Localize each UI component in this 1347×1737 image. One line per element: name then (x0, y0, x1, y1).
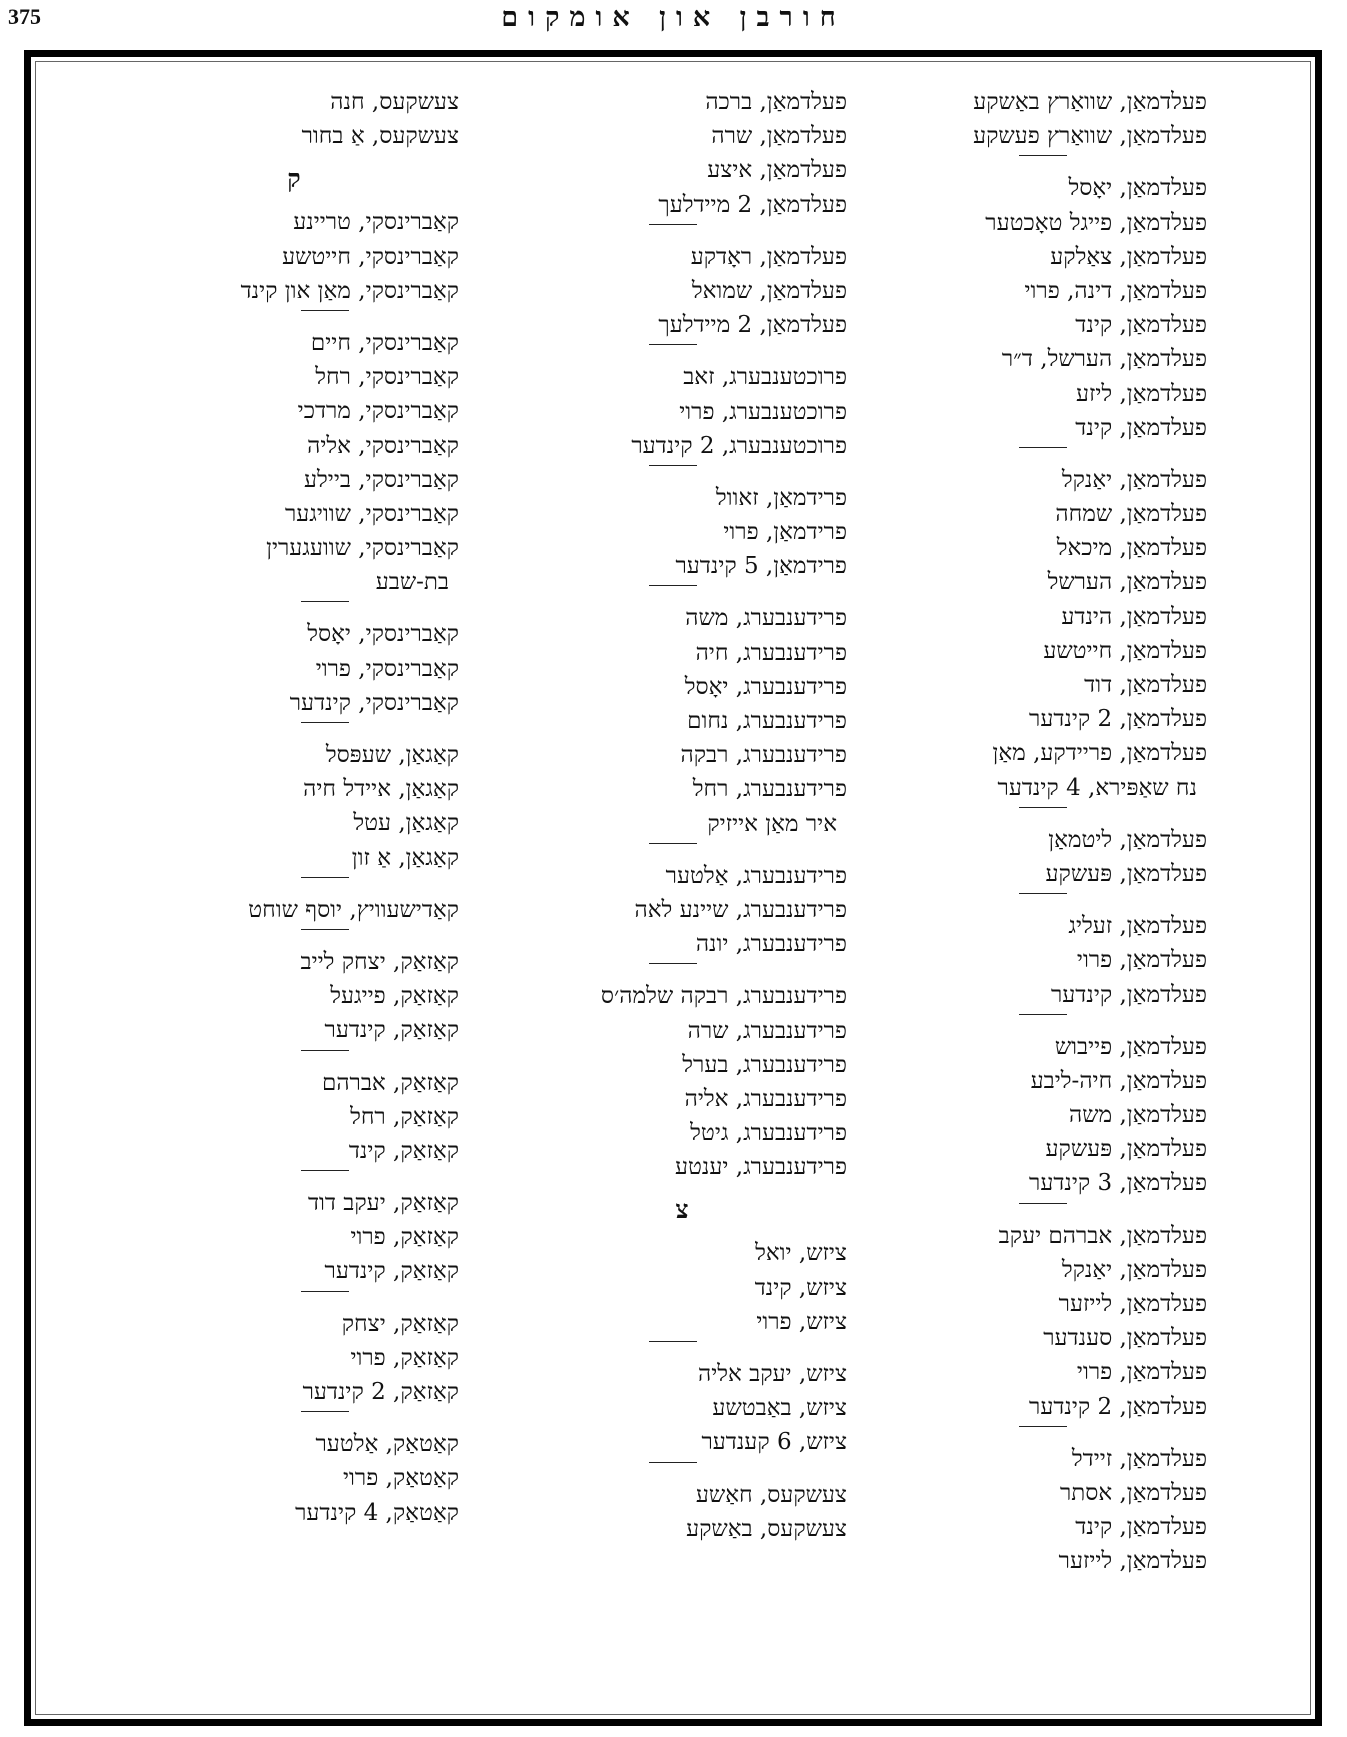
name-entry: פרידענבערג, שיינע לאה (634, 896, 847, 923)
name-entry: קאַברינסקי, שוועגערין (266, 535, 459, 562)
name-entry: פעלדמאַן, פייגל טאָכטער (985, 209, 1207, 236)
name-entry: קאַברינסקי, מאַן און קינד (240, 277, 459, 304)
name-entry: פעלדמאַן, 2 קינדער (1029, 1393, 1207, 1420)
name-entry: קאַברינסקי, שוויגער (284, 500, 459, 527)
group-separator (301, 1291, 349, 1307)
name-entry-continuation: בת-שבע (375, 569, 449, 596)
name-entry: קאַזאַק, 2 קינדער (302, 1379, 459, 1405)
name-entry: פעלדמאַן, קינדער (1050, 981, 1207, 1008)
name-entry: קאַברינסקי, מרדכי (297, 398, 459, 425)
name-entry: פרוכטענבערג, זאב (683, 364, 847, 391)
name-entry: פרידענבערג, בערל (682, 1051, 847, 1078)
name-entry: פרידענבערג, יאָסל (684, 673, 847, 700)
name-entry: פעלדמאַן, שמחה (1055, 501, 1207, 528)
group-separator (1019, 893, 1067, 909)
name-entry: פעלדמאַן, זעליג (1068, 913, 1207, 940)
name-entry: קאַזאַק, קינדער (324, 1017, 459, 1044)
name-entry-continuation: נח שאַפּירא, 4 קינדער (997, 774, 1197, 801)
name-entry: פעלדמאַן, שרה (711, 123, 847, 150)
name-entry: קאַטאַק, 4 קינדער (295, 1499, 459, 1526)
name-entry: ציזש, יעקב אליה (698, 1361, 847, 1387)
section-letter: ק (287, 164, 301, 194)
name-entry: פעלדמאַן, איצע (707, 157, 847, 184)
name-entry: פעלדמאַן, חיה-ליבע (1030, 1067, 1207, 1094)
name-entry: ציזש, יואל (755, 1240, 847, 1267)
name-entry: פעלדמאַן, יאַנקל (1061, 466, 1207, 493)
group-separator (1019, 447, 1067, 463)
group-separator (301, 1411, 349, 1427)
name-entry-continuation: איר מאַן אייזיק (707, 810, 837, 837)
group-separator (301, 310, 349, 326)
name-entry: פעלדמאַן, פרוי (1076, 1359, 1207, 1386)
name-entry: קאַזאַק, קינד (348, 1137, 459, 1164)
name-entry: פרידענבערג, רחל (692, 776, 847, 803)
name-entry: פעלדמאַן, דוד (1084, 672, 1207, 698)
name-entry: פעלדמאַן, קינד (1075, 312, 1207, 339)
group-separator (649, 843, 697, 859)
name-entry: קאַטאַק, אַלטער (315, 1431, 459, 1458)
name-entry: פרוכטענבערג, פרוי (679, 398, 847, 425)
name-entry: פעלדמאַן, פּעשקע (1045, 1136, 1207, 1163)
running-head-title: חורבן און אומקום (501, 2, 846, 33)
column-left (129, 85, 459, 1530)
group-separator (1019, 807, 1067, 823)
name-entry: פעלדמאַן, פּעשקע (1045, 860, 1207, 887)
name-entry: קאַגאַן, אַ זון (351, 844, 459, 871)
column-right (847, 85, 1207, 1579)
name-entry: פרוכטענבערג, 2 קינדער (631, 432, 847, 459)
name-entry: פרידענבערג, גיטל (690, 1120, 847, 1147)
section-letter: צ (675, 1195, 689, 1225)
name-entry: פעלדמאַן, צאַלקע (1050, 243, 1207, 270)
name-entry: פרידענבערג, רבקה (680, 742, 847, 769)
name-entry: פעלדמאַן, ברכה (705, 89, 847, 115)
name-entry: צעשקעס, אַ בחור (301, 123, 459, 150)
name-entry: צעשקעס, באַשקע (686, 1515, 847, 1542)
group-separator (301, 1170, 349, 1186)
name-entry: פעלדמאַן, הערשל, ד״ר (1001, 346, 1207, 373)
name-entry: פעלדמאַן, משה (1069, 1102, 1207, 1129)
group-separator (1019, 1014, 1067, 1030)
name-entry: ציזש, פרוי (756, 1308, 847, 1335)
name-entry: קאַגאַן, עטל (353, 810, 459, 837)
name-entry: פרידמאַן, פרוי (723, 519, 847, 546)
name-entry: פעלדמאַן, 2 מיידלעך (658, 191, 847, 218)
name-entry: קאַברינסקי, אליה (307, 432, 459, 459)
group-separator (301, 929, 349, 945)
name-entry: פעלדמאַן, שוואַרץ באַשקע (973, 89, 1207, 115)
name-entry: קאַזאַק, קינדער (324, 1258, 459, 1285)
name-entry: קאַזאַק, יצחק (341, 1310, 459, 1337)
name-entry: פרידמאַן, זאוול (715, 484, 847, 511)
name-entry: קאַגאַן, איידל חיה (303, 776, 459, 803)
name-entry: פעלדמאַן, 2 מיידלעך (658, 312, 847, 339)
name-entry: קאַברינסקי, חיים (310, 329, 459, 356)
name-entry: פעלדמאַן, זיידל (1071, 1445, 1207, 1472)
name-entry: פעלדמאַן, אברהם יעקב (998, 1222, 1207, 1249)
group-separator (649, 224, 697, 240)
name-entry: קאַזאַק, יצחק לייב (300, 948, 459, 975)
group-separator (301, 722, 349, 738)
name-entry: פעלדמאַן, פריידקע, מאַן (992, 740, 1207, 767)
name-entry: קאַברינסקי, קינדער (289, 689, 459, 716)
group-separator (301, 601, 349, 617)
name-entry: פרידענבערג, משה (685, 605, 847, 632)
name-entry: פרידענבערג, אליה (684, 1085, 847, 1112)
name-entry: ציזש, 6 קענדער (701, 1429, 847, 1456)
name-entry: פעלדמאַן, חייטשע (1043, 637, 1207, 664)
name-entry: פרידמאַן, 5 קינדער (675, 553, 847, 580)
name-entry: קאַגאַן, שעפּסל (325, 742, 459, 768)
name-entry: ציזש, באַבטשע (712, 1395, 847, 1422)
name-entry: פרידענבערג, רבקה שלמה׳ס (600, 983, 847, 1010)
name-entry: פעלדמאַן, סענדער (1043, 1325, 1207, 1352)
name-entry: קאַברינסקי, יאָסל (307, 621, 459, 648)
name-entry: קאַזאַק, פרוי (350, 1344, 459, 1371)
group-separator (649, 344, 697, 360)
name-entry: פעלדמאַן, 2 קינדער (1029, 706, 1207, 733)
name-entry: פעלדמאַן, הינדע (1061, 603, 1207, 630)
group-separator (649, 1462, 697, 1478)
name-entry: קאַברינסקי, חייטשע (282, 243, 459, 270)
group-separator (301, 1050, 349, 1066)
group-separator (649, 465, 697, 481)
name-entry: פעלדמאַן, קינד (1075, 414, 1207, 441)
name-entry: קאַברינסקי, טריינע (293, 209, 459, 236)
name-entry: פרידענבערג, אַלטער (665, 862, 847, 889)
page-number: 375 (8, 4, 41, 29)
name-entry: פעלדמאַן, קינד (1075, 1514, 1207, 1541)
name-entry: פעלדמאַן, פרוי (1076, 947, 1207, 974)
group-separator (1019, 1203, 1067, 1219)
name-entry: קאַזאַק, רחל (350, 1103, 459, 1130)
group-separator (649, 963, 697, 979)
name-entry: פעלדמאַן, יאָסל (1068, 175, 1207, 202)
name-entry: פעלדמאַן, דינה, פרוי (1024, 277, 1207, 304)
name-entry: פעלדמאַן, פייבוש (1054, 1033, 1207, 1060)
group-separator (1019, 155, 1067, 171)
name-entry: פעלדמאַן, ליזע (1075, 380, 1207, 407)
name-entry: פעלדמאַן, ליטמאַן (1048, 826, 1207, 853)
name-entry: קאַזאַק, פרוי (350, 1224, 459, 1251)
name-entry: קאַברינסקי, ביילע (304, 466, 459, 493)
name-entry: פעלדמאַן, שמואל (691, 277, 847, 304)
name-entry: פעלדמאַן, לייזער (1058, 1291, 1207, 1317)
group-separator (649, 1341, 697, 1357)
name-entry: פעלדמאַן, יאַנקל (1061, 1256, 1207, 1283)
name-entry: פרידענבערג, חיה (695, 639, 847, 666)
name-entry: פרידענבערג, נחום (687, 708, 847, 734)
group-separator (1019, 1426, 1067, 1442)
name-entry: פרידענבערג, יונה (695, 931, 847, 958)
column-middle (477, 85, 847, 1546)
name-entry: פרידענבערג, יענטע (675, 1154, 847, 1181)
name-entry: קאַדישעוויץ, יוסף שוחט (248, 896, 459, 923)
name-entry: קאַזאַק, פייגעל (330, 983, 459, 1010)
group-separator (649, 585, 697, 601)
name-entry: קאַזאַק, יעקב דוד (307, 1190, 459, 1217)
name-entry: פעלדמאַן, לייזער (1058, 1548, 1207, 1575)
name-entry: פרידענבערג, שרה (687, 1017, 847, 1044)
name-entry: פעלדמאַן, שוואַרץ פעשקע (973, 123, 1207, 150)
name-entry: פעלדמאַן, הערשל (1047, 569, 1207, 596)
name-entry: פעלדמאַן, מיכאל (1056, 535, 1207, 562)
name-entry: קאַטאַק, פרוי (343, 1465, 459, 1492)
name-entry: קאַברינסקי, פרוי (315, 655, 459, 682)
name-entry: קאַזאַק, אברהם (321, 1069, 459, 1096)
name-entry: פעלדמאַן, ראָדקע (690, 243, 847, 270)
name-entry: קאַברינסקי, רחל (315, 364, 459, 391)
group-separator (301, 877, 349, 893)
name-entry: ציזש, קינד (754, 1274, 847, 1301)
name-entry: פעלדמאַן, 3 קינדער (1029, 1170, 1207, 1197)
name-entry: צעשקעס, חנה (330, 89, 459, 115)
name-entry: פעלדמאַן, אסתר (1059, 1479, 1207, 1506)
name-entry: צעשקעס, חאַשע (695, 1481, 847, 1508)
